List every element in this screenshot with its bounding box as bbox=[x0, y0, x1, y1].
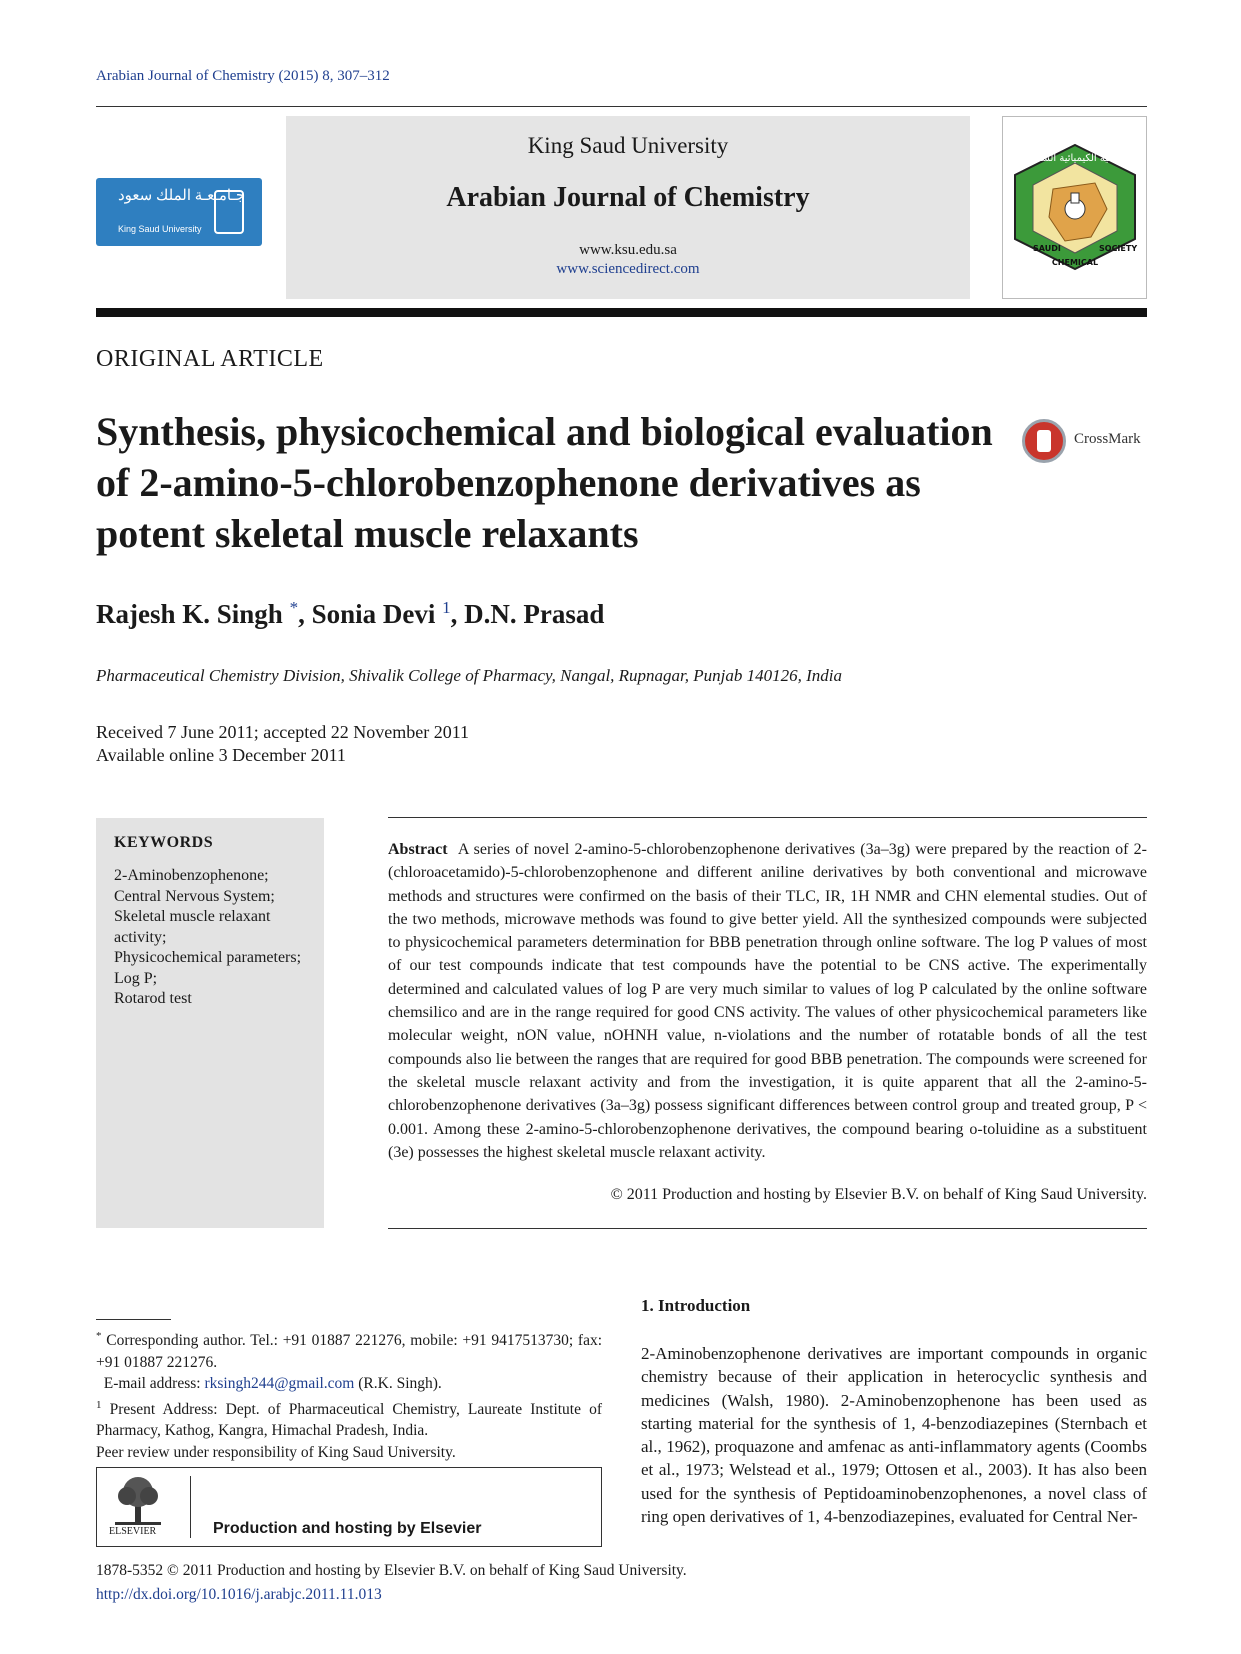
society-logo-word-3: SOCIETY bbox=[1099, 244, 1138, 253]
footnote-present-address bbox=[96, 1395, 602, 1442]
available-online-date: Available online 3 December 2011 bbox=[96, 745, 346, 765]
university-logo-arabic: جـامـعـة الملك سعود bbox=[118, 188, 246, 204]
article-title: Synthesis, physicochemical and biological evaluation of 2-amino-5-chlorobenzophenone derivatives as potent skeletal muscle relaxants bbox=[96, 409, 993, 556]
footnote-email bbox=[96, 1373, 602, 1395]
university-logo-english: King Saud University bbox=[118, 224, 202, 234]
saudi-chemical-society-logo bbox=[1002, 116, 1147, 299]
footnote-rule bbox=[96, 1319, 171, 1320]
corresponding-author-link[interactable]: * bbox=[289, 598, 299, 617]
elsevier-box bbox=[96, 1467, 602, 1547]
elsevier-wordmark: ELSEVIER bbox=[109, 1526, 157, 1537]
keywords-panel bbox=[96, 818, 324, 1228]
footnote-mark: 1 bbox=[96, 1398, 102, 1411]
crossmark-icon bbox=[1022, 419, 1066, 463]
banner-university: King Saud University bbox=[527, 133, 729, 158]
keyword-item: Skeletal muscle relaxant activity; bbox=[114, 908, 271, 946]
society-logo-arabic: الجمعية الكيميائية السعودية bbox=[1018, 153, 1132, 164]
footnote-corresponding bbox=[96, 1326, 602, 1373]
journal-banner bbox=[286, 116, 970, 299]
issn-copyright: 1878-5352 © 2011 Production and hosting by Elsevier B.V. on behalf of King Saud University. bbox=[96, 1562, 687, 1579]
keywords-heading: KEYWORDS bbox=[114, 834, 214, 851]
footnote-mark: * bbox=[96, 1330, 102, 1342]
footnote-peer-review: Peer review under responsibility of King Saud University. bbox=[96, 1443, 456, 1461]
email-suffix: (R.K. Singh). bbox=[354, 1375, 442, 1393]
received-dates: Received 7 June 2011; accepted 22 November 2011 bbox=[96, 722, 470, 742]
abstract-copyright: © 2011 Production and hosting by Elsevier B.V. on behalf of King Saud University. bbox=[610, 1186, 1147, 1203]
footnotes bbox=[96, 1326, 602, 1463]
author-name: D.N. Prasad bbox=[464, 599, 605, 629]
banner-url-ksu[interactable]: www.ksu.edu.sa bbox=[579, 242, 677, 258]
article-type: ORIGINAL ARTICLE bbox=[96, 346, 324, 372]
elsevier-tree-icon bbox=[111, 1474, 165, 1528]
author-email-link[interactable]: rksingh244@gmail.com bbox=[204, 1375, 355, 1393]
keyword-item: Physicochemical parameters; bbox=[114, 949, 302, 966]
abstract-text: A series of novel 2-amino-5-chlorobenzophenone derivatives (3a–3g) were prepared by the reaction of 2-(chloroacetamido)-5-chlorobenzophenone and different aniline derivatives by both conventional and microwave methods and structures were confirmed on the basis of their TLC, IR, 1H NMR and CHN elemental studies. Out of the two methods, microwave methods was found to give better yield. All the synthesized compounds were subjected to physicochemical parameters determination for BBB penetration through online software. The log P values of most of our test compounds indicate that test compounds have the potential to be CNS active. The experimentally determined and calculated values of log P are very much similar to values of log P calculated by the online software chemsilico and are in the range required for good CNS activity. The values of other physicochemical parameters like molecular weight, nON value, nOHNH value, n-violations and the number of rotatable bonds of all the test compounds also lie between the ranges that are required for good BBB penetration. The compounds were screened for the skeletal muscle relaxant activity and from the investigation, it is quite apparent that all the 2-amino-5-chlorobenzophenone derivatives (3a–3g) possess significant differences between control group and treated group, P < 0.001. Among these 2-amino-5-chlorobenzophenone derivatives, the compound bearing o-toluidine as a substituent (3e) possesses the highest skeletal muscle relaxant activity. bbox=[388, 841, 1147, 1161]
society-logo-word-2: CHEMICAL bbox=[1051, 258, 1099, 267]
author-name: Rajesh K. Singh bbox=[96, 599, 283, 629]
top-divider bbox=[96, 106, 1147, 107]
keyword-item: 2-Aminobenzophenone; bbox=[114, 867, 269, 884]
abstract-top-rule bbox=[388, 817, 1147, 818]
keyword-item: Rotarod test bbox=[114, 990, 192, 1007]
author-list bbox=[96, 598, 604, 630]
crossmark-badge[interactable] bbox=[1022, 419, 1152, 465]
elsevier-hosting-text: Production and hosting by Elsevier bbox=[213, 1520, 482, 1537]
introduction-text: 2-Aminobenzophenone derivatives are important compounds in organic chemistry because of their application in heterocyclic synthesis and medicines (Walsh, 1980). 2-Aminobenzophenone has been used as starting material for the synthesis of 1, 4-benzodiazepines (Sternbach et al., 1962), proquazone and amfenac as anti-inflammatory agents (Coombs et al., 1973; Welstead et al., 1979; Ottosen et al., 2003). It has also been used for the synthesis of Peptidoaminobenzophenones, a novel class of ring open derivatives of 1, 4-benzodiazepines, evaluated for Central Ner- bbox=[641, 1344, 1147, 1527]
present-address-link[interactable]: 1 bbox=[442, 598, 451, 617]
doi-link[interactable]: http://dx.doi.org/10.1016/j.arabjc.2011.11.013 bbox=[96, 1586, 382, 1603]
abstract-label: Abstract bbox=[388, 841, 448, 858]
footnote-corresponding-text: Corresponding author. Tel.: +91 01887 221276, mobile: +91 9417513730; fax: +91 01887 221276. bbox=[96, 1332, 603, 1371]
palm-emblem-icon bbox=[214, 190, 244, 234]
banner-journal-name: Arabian Journal of Chemistry bbox=[446, 182, 810, 213]
keywords-list bbox=[114, 866, 322, 1010]
author-separator: , bbox=[298, 599, 312, 629]
author-separator: , bbox=[450, 599, 465, 629]
abstract bbox=[388, 838, 1147, 1164]
abstract-bottom-rule bbox=[388, 1228, 1147, 1229]
footnote-present-text: Present Address: Dept. of Pharmaceutical Chemistry, Laureate Institute of Pharmacy, Kathog, Kangra, Himachal Pradesh, India. bbox=[96, 1400, 602, 1440]
section-heading-introduction: 1. Introduction bbox=[641, 1296, 751, 1315]
king-saud-university-logo bbox=[96, 178, 262, 246]
elsevier-separator bbox=[190, 1476, 191, 1538]
author-name: Sonia Devi bbox=[311, 599, 436, 629]
banner-url-sciencedirect[interactable]: www.sciencedirect.com bbox=[556, 261, 700, 277]
journal-citation[interactable]: Arabian Journal of Chemistry (2015) 8, 307–312 bbox=[96, 68, 390, 84]
keyword-item: Central Nervous System; bbox=[114, 887, 275, 905]
email-prefix: E-mail address: bbox=[103, 1375, 205, 1393]
affiliation: Pharmaceutical Chemistry Division, Shivalik College of Pharmacy, Nangal, Rupnagar, Punjab 140126, India bbox=[96, 666, 843, 685]
header-thick-divider bbox=[96, 308, 1147, 317]
society-logo-word-1: SAUDI bbox=[1033, 244, 1061, 253]
society-hexagon-icon bbox=[1003, 117, 1146, 298]
keyword-item: Log P; bbox=[114, 969, 158, 987]
crossmark-label: CrossMark bbox=[1074, 431, 1141, 447]
